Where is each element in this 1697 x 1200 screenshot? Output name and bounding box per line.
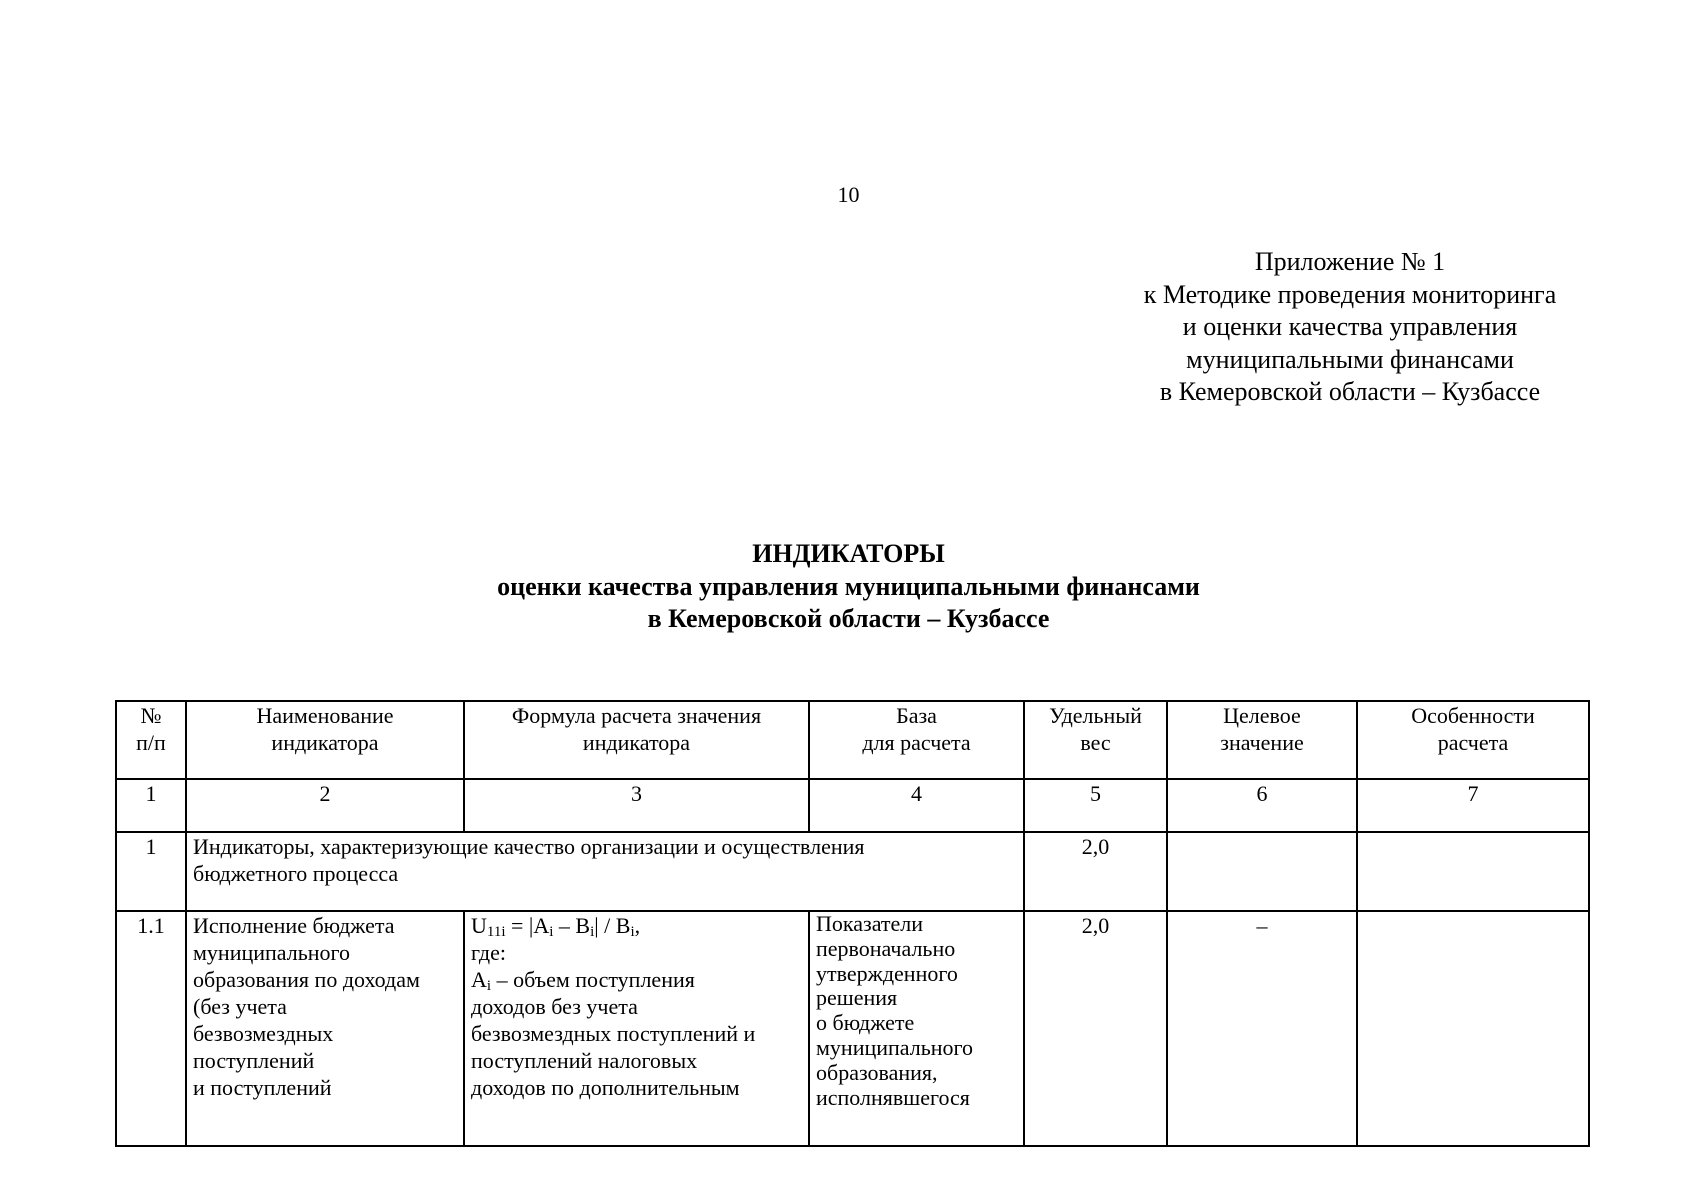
appendix-line: и оценки качества управления [1182, 312, 1518, 341]
formula-definition: $A_i$ – объем поступления [471, 967, 695, 994]
header-cell-target: Целевое значение [1167, 701, 1357, 779]
column-number-cell: 2 [186, 779, 464, 832]
section-target [1167, 832, 1357, 911]
section-title: Индикаторы, характеризующие качество организации и осуществления бюджетного процесса [186, 832, 1024, 911]
section-weight: 2,0 [1024, 832, 1167, 911]
indicator-name: Исполнение бюджета муниципального образования по доходам (без учета безвозмездных поступлений и поступлений [186, 911, 464, 1146]
appendix-note [1100, 246, 1600, 409]
title-line: оценки качества управления муниципальными финансами [497, 571, 1200, 601]
indicator-weight: 2,0 [1024, 911, 1167, 1146]
page-number: 10 [837, 182, 860, 207]
title-line: в Кемеровской области – Кузбассе [647, 604, 1050, 633]
document-title [0, 538, 1697, 636]
indicator-formula: $U_{11i} = |A_i - B_i| / B_i$, где: $A_i$ – объем поступления доходов без учета безвозмездных поступлений и поступлений налоговых доходов по дополнительным [464, 911, 809, 1146]
appendix-line: в Кемеровской области – Кузбассе [1159, 377, 1541, 406]
appendix-line: к Методике проведения мониторинга [1143, 279, 1557, 309]
section-notes [1357, 832, 1589, 911]
column-number-cell: 6 [1167, 779, 1357, 832]
header-cell-formula: Формула расчета значения индикатора [464, 701, 809, 779]
header-cell-base: База для расчета [809, 701, 1024, 779]
column-number-cell: 5 [1024, 779, 1167, 832]
header-cell-weight: Удельный вес [1024, 701, 1167, 779]
indicator-target: – [1167, 911, 1357, 1146]
indicators-table [115, 700, 1590, 1147]
column-number-cell: 7 [1357, 779, 1589, 832]
indicator-notes [1357, 911, 1589, 1146]
header-cell-notes: Особенности расчета [1357, 701, 1589, 779]
table-row [116, 911, 1589, 1146]
formula-expression: $U_{11i} = |A_i - B_i| / B_i$, [471, 913, 641, 940]
title-line: ИНДИКАТОРЫ [752, 539, 945, 568]
column-number-cell: 4 [809, 779, 1024, 832]
appendix-line: Приложение № 1 [1254, 247, 1446, 276]
header-cell-name: Наименование индикатора [186, 701, 464, 779]
section-number: 1 [116, 832, 186, 911]
header-cell-number: № п/п [116, 701, 186, 779]
table-header-row [116, 701, 1589, 779]
column-number-row [116, 779, 1589, 832]
formula-where: где: [471, 940, 506, 965]
appendix-line: муниципальными финансами [1186, 344, 1514, 374]
column-number-cell: 3 [464, 779, 809, 832]
column-number-cell: 1 [116, 779, 186, 832]
indicator-base: Показатели первоначально утвержденного решения о бюджете муниципального образования, исполнявшегося [809, 911, 1024, 1146]
row-number: 1.1 [116, 911, 186, 1146]
section-row [116, 832, 1589, 911]
